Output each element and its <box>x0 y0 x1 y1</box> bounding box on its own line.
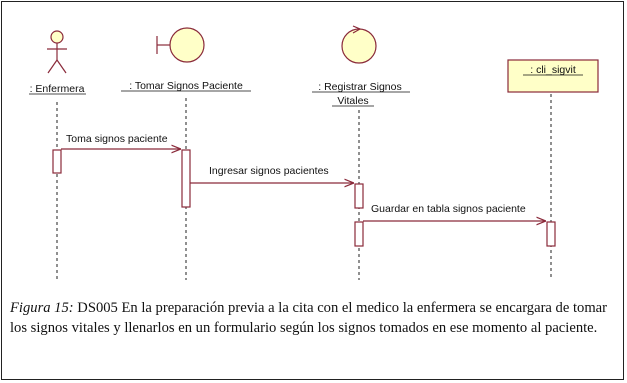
actor-leg-left <box>48 60 57 73</box>
boundary-circle <box>170 28 204 62</box>
message-label-1: Toma signos paciente <box>66 133 168 145</box>
activation-registrar-signos-1 <box>355 184 363 208</box>
caption-text: DS005 En la preparación previa a la cita con el medico la enfermera se encargara de tomar los signos vitales y llenarlos en un formulario según los signos tomados en ese momento al paciente. <box>10 300 608 336</box>
figure-frame <box>1 1 624 380</box>
object-cli-sigvit <box>508 60 598 92</box>
message-label-2: Ingresar signos pacientes <box>209 165 329 177</box>
actor-leg-right <box>57 60 66 73</box>
actor-head <box>51 31 63 43</box>
control-label-line2: Vitales <box>337 95 369 107</box>
actor-enfermera <box>29 31 86 95</box>
figure-caption <box>10 298 622 338</box>
boundary-tomar-signos <box>121 28 251 92</box>
sequence-diagram <box>2 2 625 292</box>
object-label: : cli_sigvit <box>530 64 576 76</box>
message-label-3: Guardar en tabla signos paciente <box>371 203 526 215</box>
boundary-label: : Tomar Signos Paciente <box>129 80 243 92</box>
actor-label: : Enfermera <box>29 83 85 95</box>
activation-tomar-signos <box>182 150 190 207</box>
activation-enfermera <box>53 150 61 173</box>
control-registrar-signos <box>312 26 410 107</box>
control-label-line1: : Registrar Signos <box>318 81 402 93</box>
control-circle <box>342 29 376 63</box>
activation-registrar-signos-2 <box>355 222 363 246</box>
activation-cli-sigvit <box>547 222 555 246</box>
caption-lead: Figura 15: <box>10 300 74 316</box>
